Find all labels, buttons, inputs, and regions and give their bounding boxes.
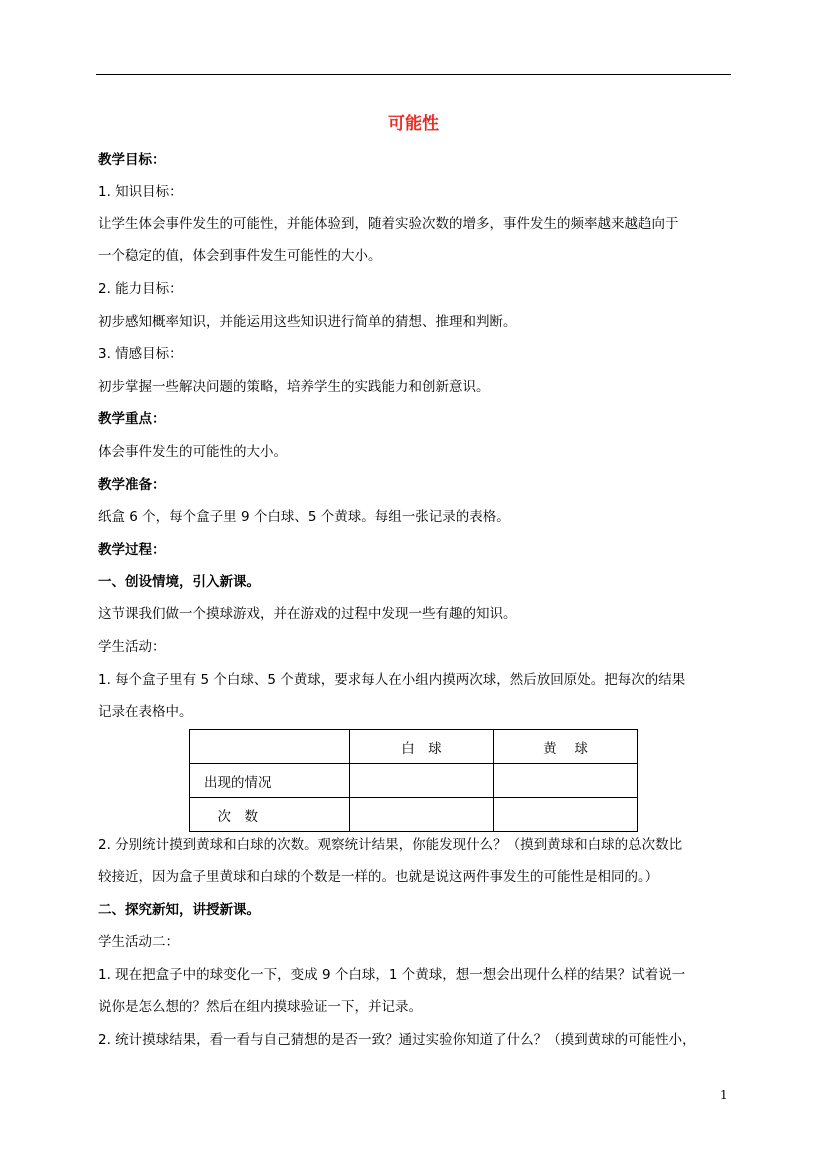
table-cell xyxy=(493,764,637,798)
header-rule xyxy=(96,74,731,75)
heading-key-points: 教学重点： xyxy=(98,411,166,427)
text-line: 2. 统计摸球结果，看一看与自己猜想的是否一致？通过实验你知道了什么？（摸到黄球的可能性小， xyxy=(98,1032,696,1048)
table-header-cell: 黄 球 xyxy=(493,730,637,764)
table-cell xyxy=(493,798,637,832)
text-line: 初步感知概率知识，并能运用这些知识进行简单的猜想、推理和判断。 xyxy=(98,314,517,330)
text-line: 学生活动： xyxy=(98,639,166,655)
text-line: 初步掌握一些解决问题的策略，培养学生的实践能力和创新意识。 xyxy=(98,379,490,395)
text-line: 纸盒 6 个，每个盒子里 9 个白球、5 个黄球。每组一张记录的表格。 xyxy=(98,509,510,525)
page-number: 1 xyxy=(720,1088,728,1102)
text-line: 2. 能力目标： xyxy=(98,281,183,297)
text-line: 这节课我们做一个摸球游戏，并在游戏的过程中发现一些有趣的知识。 xyxy=(98,606,517,622)
text-line: 学生活动二： xyxy=(98,934,179,950)
text-line: 3. 情感目标： xyxy=(98,346,183,362)
text-line: 一个稳定的值，体会到事件发生可能性的大小。 xyxy=(98,248,382,264)
table-header-row xyxy=(190,730,638,764)
text-line: 说你是怎么想的？然后在组内摸球验证一下，并记录。 xyxy=(98,999,422,1015)
table-cell: 出现的情况 xyxy=(190,764,350,798)
record-table xyxy=(189,729,638,832)
text-line: 2. 分别统计摸到黄球和白球的次数。观察统计结果，你能发现什么？（摸到黄球和白球的总次数比 xyxy=(98,837,683,853)
text-line: 让学生体会事件发生的可能性，并能体验到，随着实验次数的增多，事件发生的频率越来越趋向于 xyxy=(98,216,679,232)
text-line: 1. 现在把盒子中的球变化一下，变成 9 个白球，1 个黄球，想一想会出现什么样的结果？试着说一 xyxy=(98,967,686,983)
table-header-cell xyxy=(190,730,350,764)
heading-objectives: 教学目标： xyxy=(98,152,166,168)
heading-process: 教学过程： xyxy=(98,542,166,558)
text-line: 体会事件发生的可能性的大小。 xyxy=(98,444,287,460)
page-title: 可能性 xyxy=(388,114,439,134)
text-line: 记录在表格中。 xyxy=(98,704,193,720)
table-cell xyxy=(349,764,493,798)
table-row xyxy=(190,764,638,798)
heading-preparation: 教学准备： xyxy=(98,477,166,493)
text-line: 1. 知识目标： xyxy=(98,184,183,200)
table-header-cell: 白 球 xyxy=(349,730,493,764)
section-heading-2: 二、探究新知，讲授新课。 xyxy=(98,902,260,918)
table-cell xyxy=(349,798,493,832)
table-row xyxy=(190,798,638,832)
table-cell: 次 数 xyxy=(190,798,350,832)
text-line: 1. 每个盒子里有 5 个白球、5 个黄球，要求每人在小组内摸两次球，然后放回原处。把每次的结果 xyxy=(98,672,686,688)
section-heading-1: 一、创设情境，引入新课。 xyxy=(98,574,260,590)
text-line: 较接近，因为盒子里黄球和白球的个数是一样的。也就是说这两件事发生的可能性是相同的。） xyxy=(98,869,659,885)
